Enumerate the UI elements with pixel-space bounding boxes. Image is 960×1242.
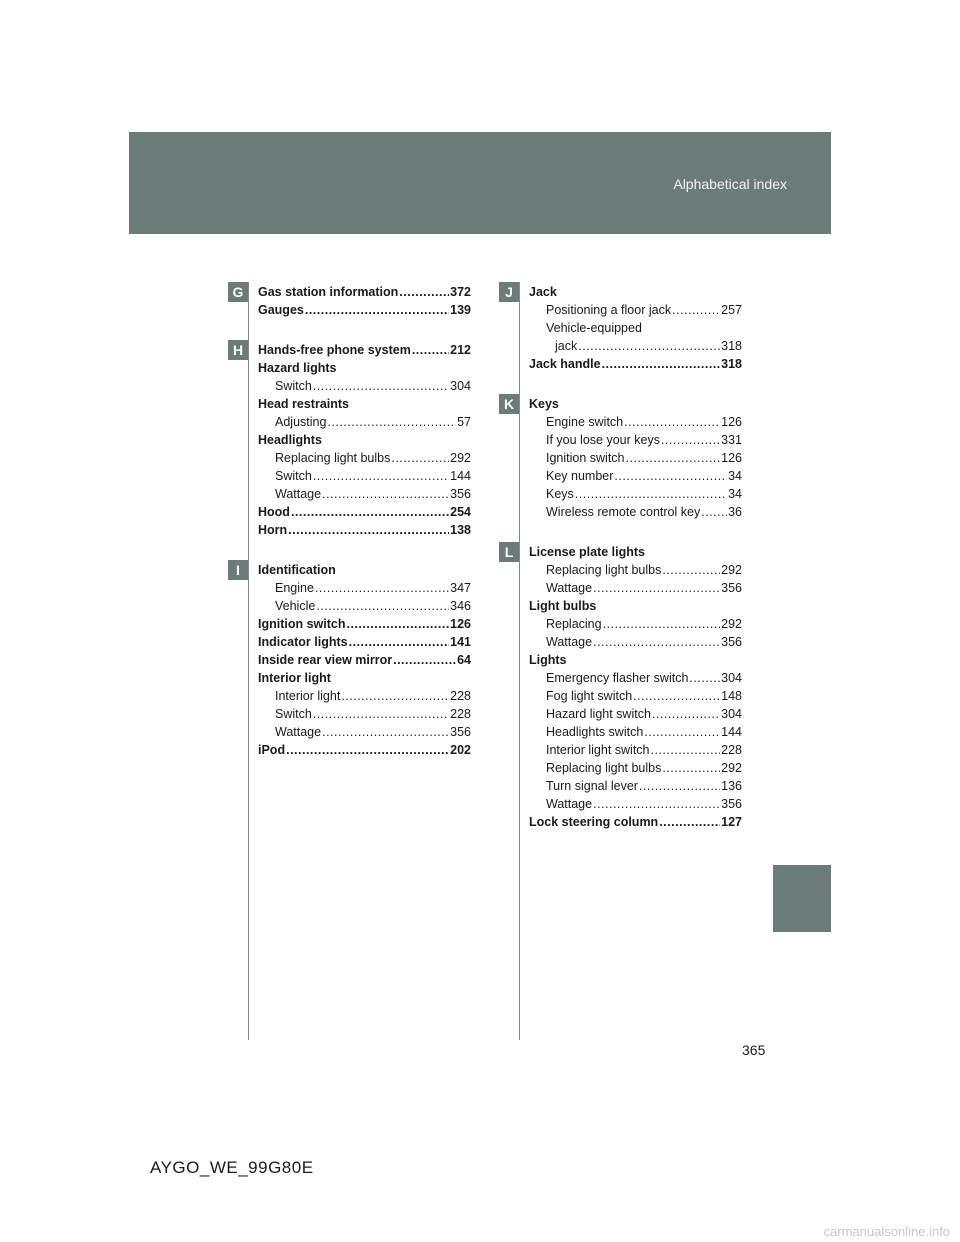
index-subentry[interactable]: Hazard light switch ..... 304 [529, 705, 742, 723]
index-subentry[interactable]: Interior light ..... 228 [258, 687, 471, 705]
right-column-rule [519, 282, 520, 1040]
index-subentry[interactable]: Interior light switch ..... 228 [529, 741, 742, 759]
letter-marker-g: G [228, 282, 248, 302]
index-heading: Head restraints [258, 397, 350, 411]
index-subentry[interactable]: Vehicle ..... 346 [258, 597, 471, 615]
index-subentry[interactable]: Engine ..... 347 [258, 579, 471, 597]
index-subentry[interactable]: Replacing light bulbs ..... 292 [258, 449, 471, 467]
index-subentry[interactable]: Positioning a floor jack ..... 257 [529, 301, 742, 319]
letter-marker-i: I [228, 560, 248, 580]
index-column-left [258, 283, 471, 759]
index-subentry[interactable]: Turn signal lever ..... 136 [529, 777, 742, 795]
page-number: 365 [742, 1042, 766, 1058]
index-entry[interactable]: Hood ..... 254 [258, 503, 471, 521]
index-entry[interactable]: Inside rear view mirror ..... 64 [258, 651, 471, 669]
thumb-index-tab [773, 865, 831, 932]
index-subentry[interactable]: Headlights switch ..... 144 [529, 723, 742, 741]
index-subentry[interactable]: Wattage ..... 356 [529, 579, 742, 597]
document-code: AYGO_WE_99G80E [150, 1158, 314, 1177]
index-heading: Identification [258, 563, 336, 577]
index-subentry[interactable]: jack ..... 318 [529, 337, 742, 355]
index-subentry[interactable]: Switch ..... 304 [258, 377, 471, 395]
index-entry[interactable]: Lock steering column ..... 127 [529, 813, 742, 831]
index-subentry[interactable]: Key number ..... 34 [529, 467, 742, 485]
letter-marker-h: H [228, 340, 248, 360]
index-subentry[interactable]: Wattage ..... 356 [258, 723, 471, 741]
index-heading: Interior light [258, 671, 331, 685]
index-subentry[interactable]: If you lose your keys ..... 331 [529, 431, 742, 449]
index-column-right [529, 283, 742, 831]
letter-marker-l: L [499, 542, 519, 562]
index-subentry[interactable]: Replacing light bulbs ..... 292 [529, 759, 742, 777]
index-subentry[interactable]: Wattage ..... 356 [529, 795, 742, 813]
letter-marker-j: J [499, 282, 519, 302]
index-heading: Keys [529, 397, 559, 411]
section-title: Alphabetical index [673, 176, 787, 192]
index-subentry: Vehicle-equipped [546, 321, 642, 335]
index-subentry[interactable]: Wattage ..... 356 [529, 633, 742, 651]
index-subentry[interactable]: Wireless remote control key ..... 36 [529, 503, 742, 521]
index-heading: Light bulbs [529, 599, 597, 613]
index-entry[interactable]: Indicator lights ..... 141 [258, 633, 471, 651]
watermark: carmanualsonline.info [823, 1224, 950, 1239]
index-subentry[interactable]: Replacing ..... 292 [529, 615, 742, 633]
index-heading: Hazard lights [258, 361, 337, 375]
index-heading: Lights [529, 653, 567, 667]
index-subentry[interactable]: Ignition switch ..... 126 [529, 449, 742, 467]
index-heading: Jack [529, 285, 557, 299]
index-heading: License plate lights [529, 545, 646, 559]
index-subentry[interactable]: Keys ..... 34 [529, 485, 742, 503]
letter-marker-k: K [499, 394, 519, 414]
index-entry[interactable]: Gas station information ..... 372 [258, 283, 471, 301]
index-subentry[interactable]: Engine switch ..... 126 [529, 413, 742, 431]
index-subentry[interactable]: Replacing light bulbs ..... 292 [529, 561, 742, 579]
index-entry[interactable]: Ignition switch ..... 126 [258, 615, 471, 633]
index-entry[interactable]: Jack handle ..... 318 [529, 355, 742, 373]
index-entry[interactable]: Horn ..... 138 [258, 521, 471, 539]
index-subentry[interactable]: Emergency flasher switch ..... 304 [529, 669, 742, 687]
index-subentry[interactable]: Fog light switch ..... 148 [529, 687, 742, 705]
index-subentry[interactable]: Wattage ..... 356 [258, 485, 471, 503]
index-entry[interactable]: Gauges ..... 139 [258, 301, 471, 319]
index-subentry[interactable]: Adjusting ..... 57 [258, 413, 471, 431]
index-entry[interactable]: iPod ..... 202 [258, 741, 471, 759]
index-entry[interactable]: Hands-free phone system ..... 212 [258, 341, 471, 359]
left-column-rule [248, 282, 249, 1040]
section-header-bar [129, 132, 831, 234]
index-subentry[interactable]: Switch ..... 144 [258, 467, 471, 485]
index-subentry[interactable]: Switch ..... 228 [258, 705, 471, 723]
index-heading: Headlights [258, 433, 322, 447]
